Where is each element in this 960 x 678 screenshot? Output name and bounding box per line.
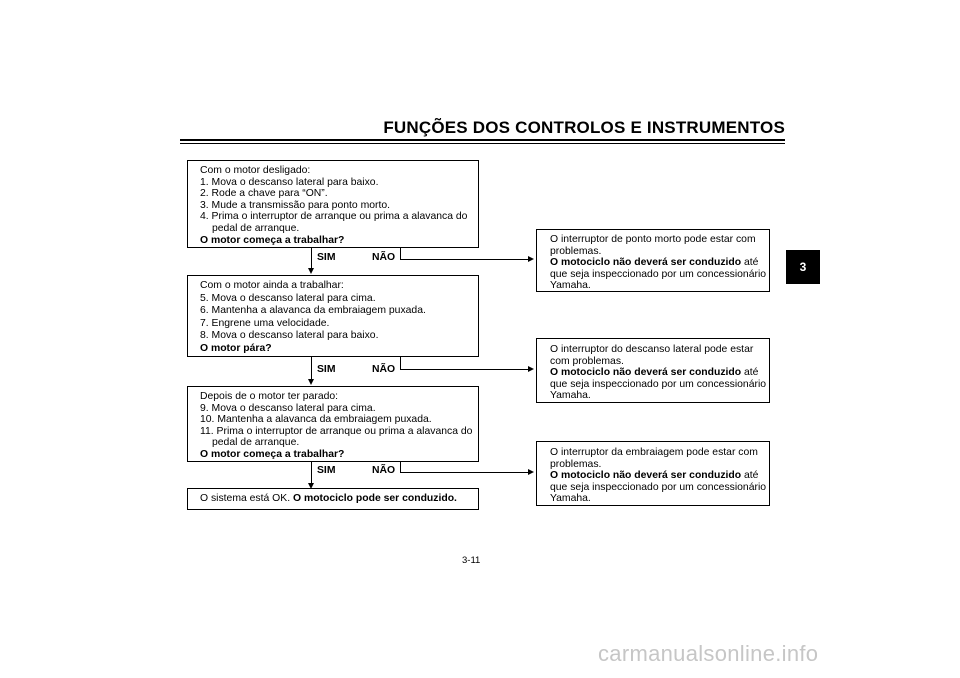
side3-warning: O motociclo não deverá ser conduzido [550, 470, 742, 482]
yes-connector-1 [311, 248, 312, 268]
title-rule-thin [180, 143, 785, 144]
side2-line: O interruptor do descanso lateral pode estar [550, 344, 754, 355]
side1-warning-rest: até [744, 257, 759, 269]
step2-line: 5. Mova o descanso lateral para cima. [200, 292, 376, 304]
side3-line: Yamaha. [550, 493, 591, 505]
no-label-1: NÃO [372, 252, 396, 263]
step3-box [187, 386, 479, 462]
step3-line: 11. Prima o interruptor de arranque ou prima a alavanca do [200, 425, 473, 437]
watermark: carmanualsonline.info [598, 641, 819, 666]
no-label-2: NÃO [372, 364, 396, 375]
step2-box [187, 275, 479, 357]
yes-label-1: SIM [317, 252, 336, 263]
page-number: 3-11 [462, 555, 481, 566]
yes-label-3: SIM [317, 465, 336, 476]
step1-line: 2. Rode a chave para “ON”. [200, 188, 328, 200]
arrow-right-2 [528, 366, 534, 372]
step2-line: 8. Mova o descanso lateral para baixo. [200, 330, 379, 342]
arrow-down-2 [308, 379, 314, 385]
step1-line: 3. Mude a transmissão para ponto morto. [200, 199, 391, 211]
side1-line: O interruptor de ponto morto pode estar com [550, 234, 756, 245]
side2-warning: O motociclo não deverá ser conduzido [550, 367, 742, 379]
no-connector-h-1 [400, 259, 528, 260]
side3-line: O interruptor da embraiagem pode estar com [550, 447, 758, 458]
yes-connector-3 [311, 462, 312, 483]
step3-line: 10. Mantenha a alavanca da embraiagem puxada. [200, 414, 432, 426]
no-connector-h-3 [400, 472, 528, 473]
side1-line: que seja inspeccionado por um concessionário [550, 268, 767, 280]
step3-line: pedal de arranque. [212, 437, 300, 449]
side3-warning-rest: até [744, 470, 759, 482]
final-prefix: O sistema está OK. [200, 493, 291, 504]
final-bold: O motociclo pode ser conduzido. [292, 493, 457, 504]
yes-label-2: SIM [317, 364, 336, 375]
side1-line: problemas. [550, 245, 602, 257]
step1-line: Com o motor desligado: [200, 165, 311, 176]
side1-warning: O motociclo não deverá ser conduzido [550, 257, 742, 269]
final-box [187, 488, 479, 510]
side1-line: Yamaha. [550, 280, 591, 292]
arrow-right-3 [528, 469, 534, 475]
step1-question: O motor começa a trabalhar? [200, 234, 345, 246]
step1-box [187, 160, 479, 248]
side3-line: problemas. [550, 458, 602, 470]
step2-line: 7. Engrene uma velocidade. [200, 317, 330, 329]
step2-line: 6. Mantenha a alavanca da embraiagem puxada. [200, 305, 426, 317]
step3-line: 9. Mova o descanso lateral para cima. [200, 402, 376, 414]
no-connector-h-2 [400, 369, 528, 370]
side1-box [536, 229, 770, 292]
step1-line: pedal de arranque. [212, 222, 300, 234]
arrow-right-1 [528, 256, 534, 262]
side2-line: com problemas. [550, 355, 624, 367]
step3-question: O motor começa a trabalhar? [200, 448, 345, 460]
page-title: FUNÇÕES DOS CONTROLOS E INSTRUMENTOS [383, 118, 785, 137]
side3-line: que seja inspeccionado por um concessionário [550, 481, 767, 493]
step1-line: 4. Prima o interruptor de arranque ou prima a alavanca do [200, 211, 468, 223]
side2-warning-rest: até [744, 367, 759, 379]
no-label-3: NÃO [372, 465, 396, 476]
yes-connector-2 [311, 357, 312, 379]
side3-box [536, 441, 770, 506]
side2-box [536, 338, 770, 403]
step1-line: 1. Mova o descanso lateral para baixo. [200, 176, 379, 188]
step2-question: O motor pára? [200, 342, 272, 354]
step3-line: Depois de o motor ter parado: [200, 391, 339, 402]
step2-line: Com o motor ainda a trabalhar: [200, 280, 344, 291]
side2-line: que seja inspeccionado por um concessionário [550, 378, 767, 390]
side2-line: Yamaha. [550, 390, 591, 402]
chapter-tab: 3 [786, 250, 820, 284]
arrow-down-1 [308, 268, 314, 274]
title-rule-thick [180, 139, 785, 141]
